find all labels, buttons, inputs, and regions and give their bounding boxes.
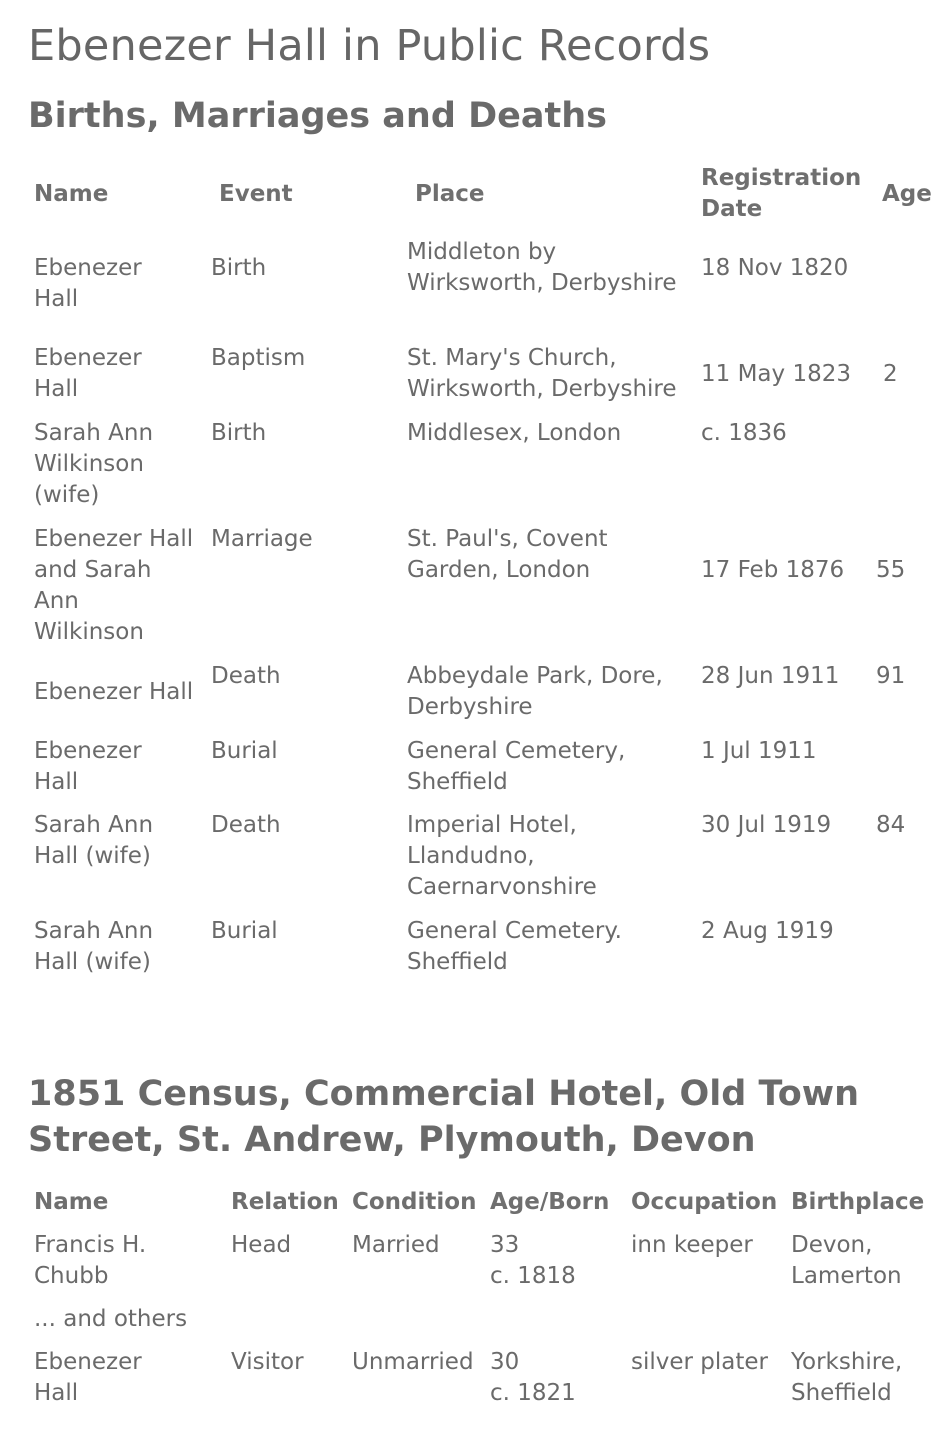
bmd-header-name: Name xyxy=(34,181,109,207)
bmd-cell-date: 30 Jul 1919 xyxy=(701,812,832,838)
bmd-cell-age: 55 xyxy=(876,557,906,583)
bmd-cell-name: Ebenezer Hall xyxy=(34,679,194,705)
census-header-age: Age/Born xyxy=(490,1189,610,1215)
bmd-cell-age: 91 xyxy=(876,663,906,689)
census-header-birthplace: Birthplace xyxy=(791,1189,925,1215)
bmd-header-event: Event xyxy=(219,181,293,207)
bmd-cell-name: Ebenezer Hall and Sarah Ann Wilkinson xyxy=(34,526,194,645)
bmd-cell-name: Sarah Ann Wilkinson (wife) xyxy=(34,420,154,508)
census-cell-occupation: inn keeper xyxy=(631,1232,753,1258)
census-cell-name: Ebenezer Hall xyxy=(34,1349,142,1406)
bmd-header-age: Age xyxy=(882,181,932,207)
bmd-cell-event: Birth xyxy=(211,255,267,281)
census-header-name: Name xyxy=(34,1189,109,1215)
bmd-cell-event: Baptism xyxy=(211,345,306,371)
bmd-cell-event: Burial xyxy=(211,918,278,944)
bmd-cell-date: 18 Nov 1820 xyxy=(701,255,849,281)
bmd-cell-date: 11 May 1823 xyxy=(701,361,851,387)
bmd-cell-date: 2 Aug 1919 xyxy=(701,918,834,944)
bmd-header-place: Place xyxy=(415,181,485,207)
census-cell-age: 30 c. 1821 xyxy=(490,1349,576,1406)
census-cell-condition: Married xyxy=(352,1232,440,1258)
bmd-cell-age: 2 xyxy=(883,361,898,387)
bmd-cell-place: Middlesex, London xyxy=(407,420,622,446)
census-header-condition: Condition xyxy=(352,1189,477,1215)
bmd-cell-event: Death xyxy=(211,812,281,838)
bmd-cell-age: 84 xyxy=(876,812,906,838)
bmd-heading: Births, Marriages and Deaths xyxy=(28,96,607,136)
bmd-cell-name: Sarah Ann Hall (wife) xyxy=(34,918,154,975)
census-cell-name: Francis H. Chubb xyxy=(34,1232,147,1289)
bmd-cell-name: Ebenezer Hall xyxy=(34,255,142,312)
bmd-cell-place: Abbeydale Park, Dore, Derbyshire xyxy=(407,663,663,720)
bmd-cell-place: Middleton by Wirksworth, Derbyshire xyxy=(407,239,677,296)
bmd-cell-name: Sarah Ann Hall (wife) xyxy=(34,812,154,869)
bmd-cell-date: 17 Feb 1876 xyxy=(701,557,845,583)
bmd-cell-event: Marriage xyxy=(211,526,313,552)
bmd-cell-date: 28 Jun 1911 xyxy=(701,663,840,689)
bmd-cell-place: General Cemetery, Sheffield xyxy=(407,738,626,795)
bmd-cell-event: Burial xyxy=(211,738,278,764)
bmd-cell-place: St. Mary's Church, Wirksworth, Derbyshire xyxy=(407,345,677,402)
bmd-cell-place: General Cemetery. Sheffield xyxy=(407,918,622,975)
census-others-note: ... and others xyxy=(34,1306,188,1332)
census-cell-condition: Unmarried xyxy=(352,1349,474,1375)
census-header-occupation: Occupation xyxy=(631,1189,778,1215)
census-cell-age: 33 c. 1818 xyxy=(490,1232,576,1289)
bmd-cell-name: Ebenezer Hall xyxy=(34,738,142,795)
bmd-cell-date: c. 1836 xyxy=(701,420,787,446)
bmd-cell-place: Imperial Hotel, Llandudno, Caernarvonshire xyxy=(407,812,597,900)
page-title: Ebenezer Hall in Public Records xyxy=(28,21,711,71)
census-heading: 1851 Census, Commercial Hotel, Old Town Street, St. Andrew, Plymouth, Devon xyxy=(28,1074,860,1160)
bmd-cell-event: Death xyxy=(211,663,281,689)
census-cell-birthplace: Devon, Lamerton xyxy=(791,1232,902,1289)
bmd-cell-event: Birth xyxy=(211,420,267,446)
census-cell-birthplace: Yorkshire, Sheffield xyxy=(791,1349,903,1406)
bmd-cell-name: Ebenezer Hall xyxy=(34,345,142,402)
census-cell-relation: Visitor xyxy=(231,1349,304,1375)
census-cell-occupation: silver plater xyxy=(631,1349,769,1375)
bmd-cell-place: St. Paul's, Covent Garden, London xyxy=(407,526,608,583)
bmd-header-date: Registration Date xyxy=(701,165,862,222)
census-header-relation: Relation xyxy=(231,1189,339,1215)
census-cell-relation: Head xyxy=(231,1232,292,1258)
bmd-cell-date: 1 Jul 1911 xyxy=(701,738,817,764)
